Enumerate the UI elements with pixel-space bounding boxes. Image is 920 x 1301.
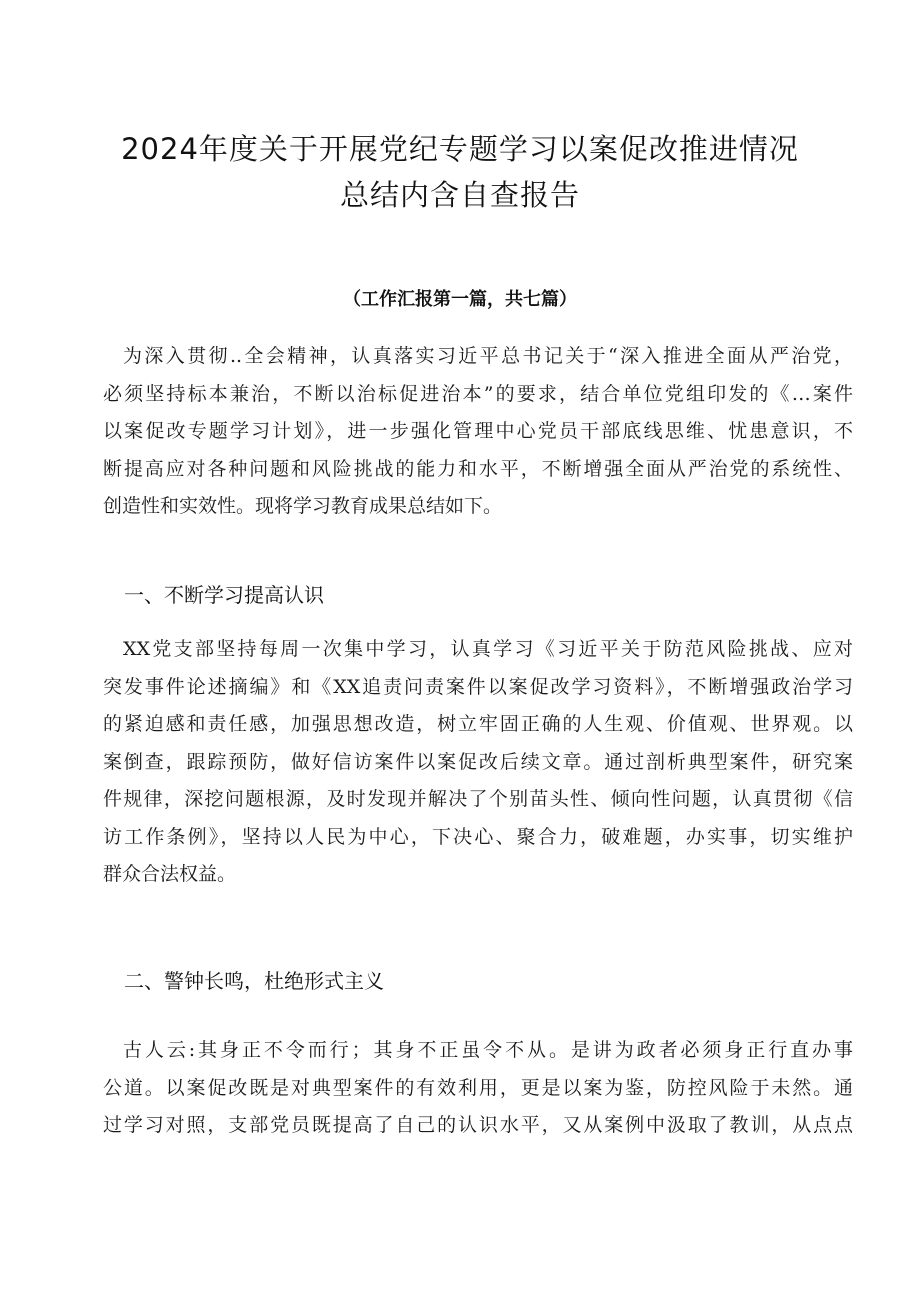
section-heading-2: 二、警钟长鸣，杜绝形式主义: [124, 969, 384, 993]
document-subtitle: （工作汇报第一篇，共七篇）: [343, 289, 577, 310]
paragraph-section2: [103, 1032, 853, 1145]
paragraph-line: 过学习对照，支部党员既提高了自己的认识水平，又从案例中汲取了教训，从点点: [103, 1114, 853, 1136]
paragraph-line: 古人云:其身正不令而行；其身不正虽令不从。是讲为政者必须身正行直办事: [123, 1039, 853, 1061]
paragraph-line: 突发事件论述摘编》和《XX追责问责案件以案促改学习资料》，不断增强政治学习: [103, 675, 853, 698]
paragraph-line: 的紧迫感和责任感，加强思想改造，树立牢固正确的人生观、价值观、世界观。以: [103, 713, 853, 735]
paragraph-line: 案倒查，跟踪预防，做好信访案件以案促改后续文章。通过剖析典型案件，研究案: [103, 750, 853, 773]
paragraph-line: 创造性和实效性。现将学习教育成果总结如下。: [103, 495, 503, 517]
paragraph-section1: [103, 631, 853, 894]
paragraph-line: 为深入贯彻..全会精神，认真落实习近平总书记关于“深入推进全面从严治党，: [123, 345, 853, 367]
paragraph-line: 访工作条例》，坚持以人民为中心，下决心、聚合力，破难题，办实事，切实维护: [103, 825, 853, 848]
document-title-line1: 2024年度关于开展党纪专题学习以案促改推进情况: [121, 132, 799, 166]
document-title-line2: 总结内含自查报告: [339, 178, 580, 212]
paragraph-line: 必须坚持标本兼治，不断以治标促进治本”的要求，结合单位党组印发的《…案件: [103, 382, 853, 405]
paragraph-line: 件规律，深挖问题根源，及时发现并解决了个别苗头性、倾向性问题，认真贯彻《信: [103, 788, 853, 810]
paragraph-line: 群众合法权益。: [103, 863, 237, 885]
paragraph-line: 以案促改专题学习计划》，进一步强化管理中心党员干部底线思维、忧患意识，不: [103, 420, 853, 442]
paragraph-line: 断提高应对各种问题和风险挑战的能力和水平，不断增强全面从严治党的系统性、: [103, 457, 853, 480]
paragraph-line: 公道。以案促改既是对典型案件的有效利用，更是以案为鉴，防控风险于未然。通: [103, 1076, 853, 1099]
paragraph-intro: [103, 338, 853, 526]
paragraph-line: XX党支部坚持每周一次集中学习，认真学习《习近平关于防范风险挑战、应对: [123, 638, 853, 660]
section-heading-1: 一、不断学习提高认识: [124, 583, 324, 607]
